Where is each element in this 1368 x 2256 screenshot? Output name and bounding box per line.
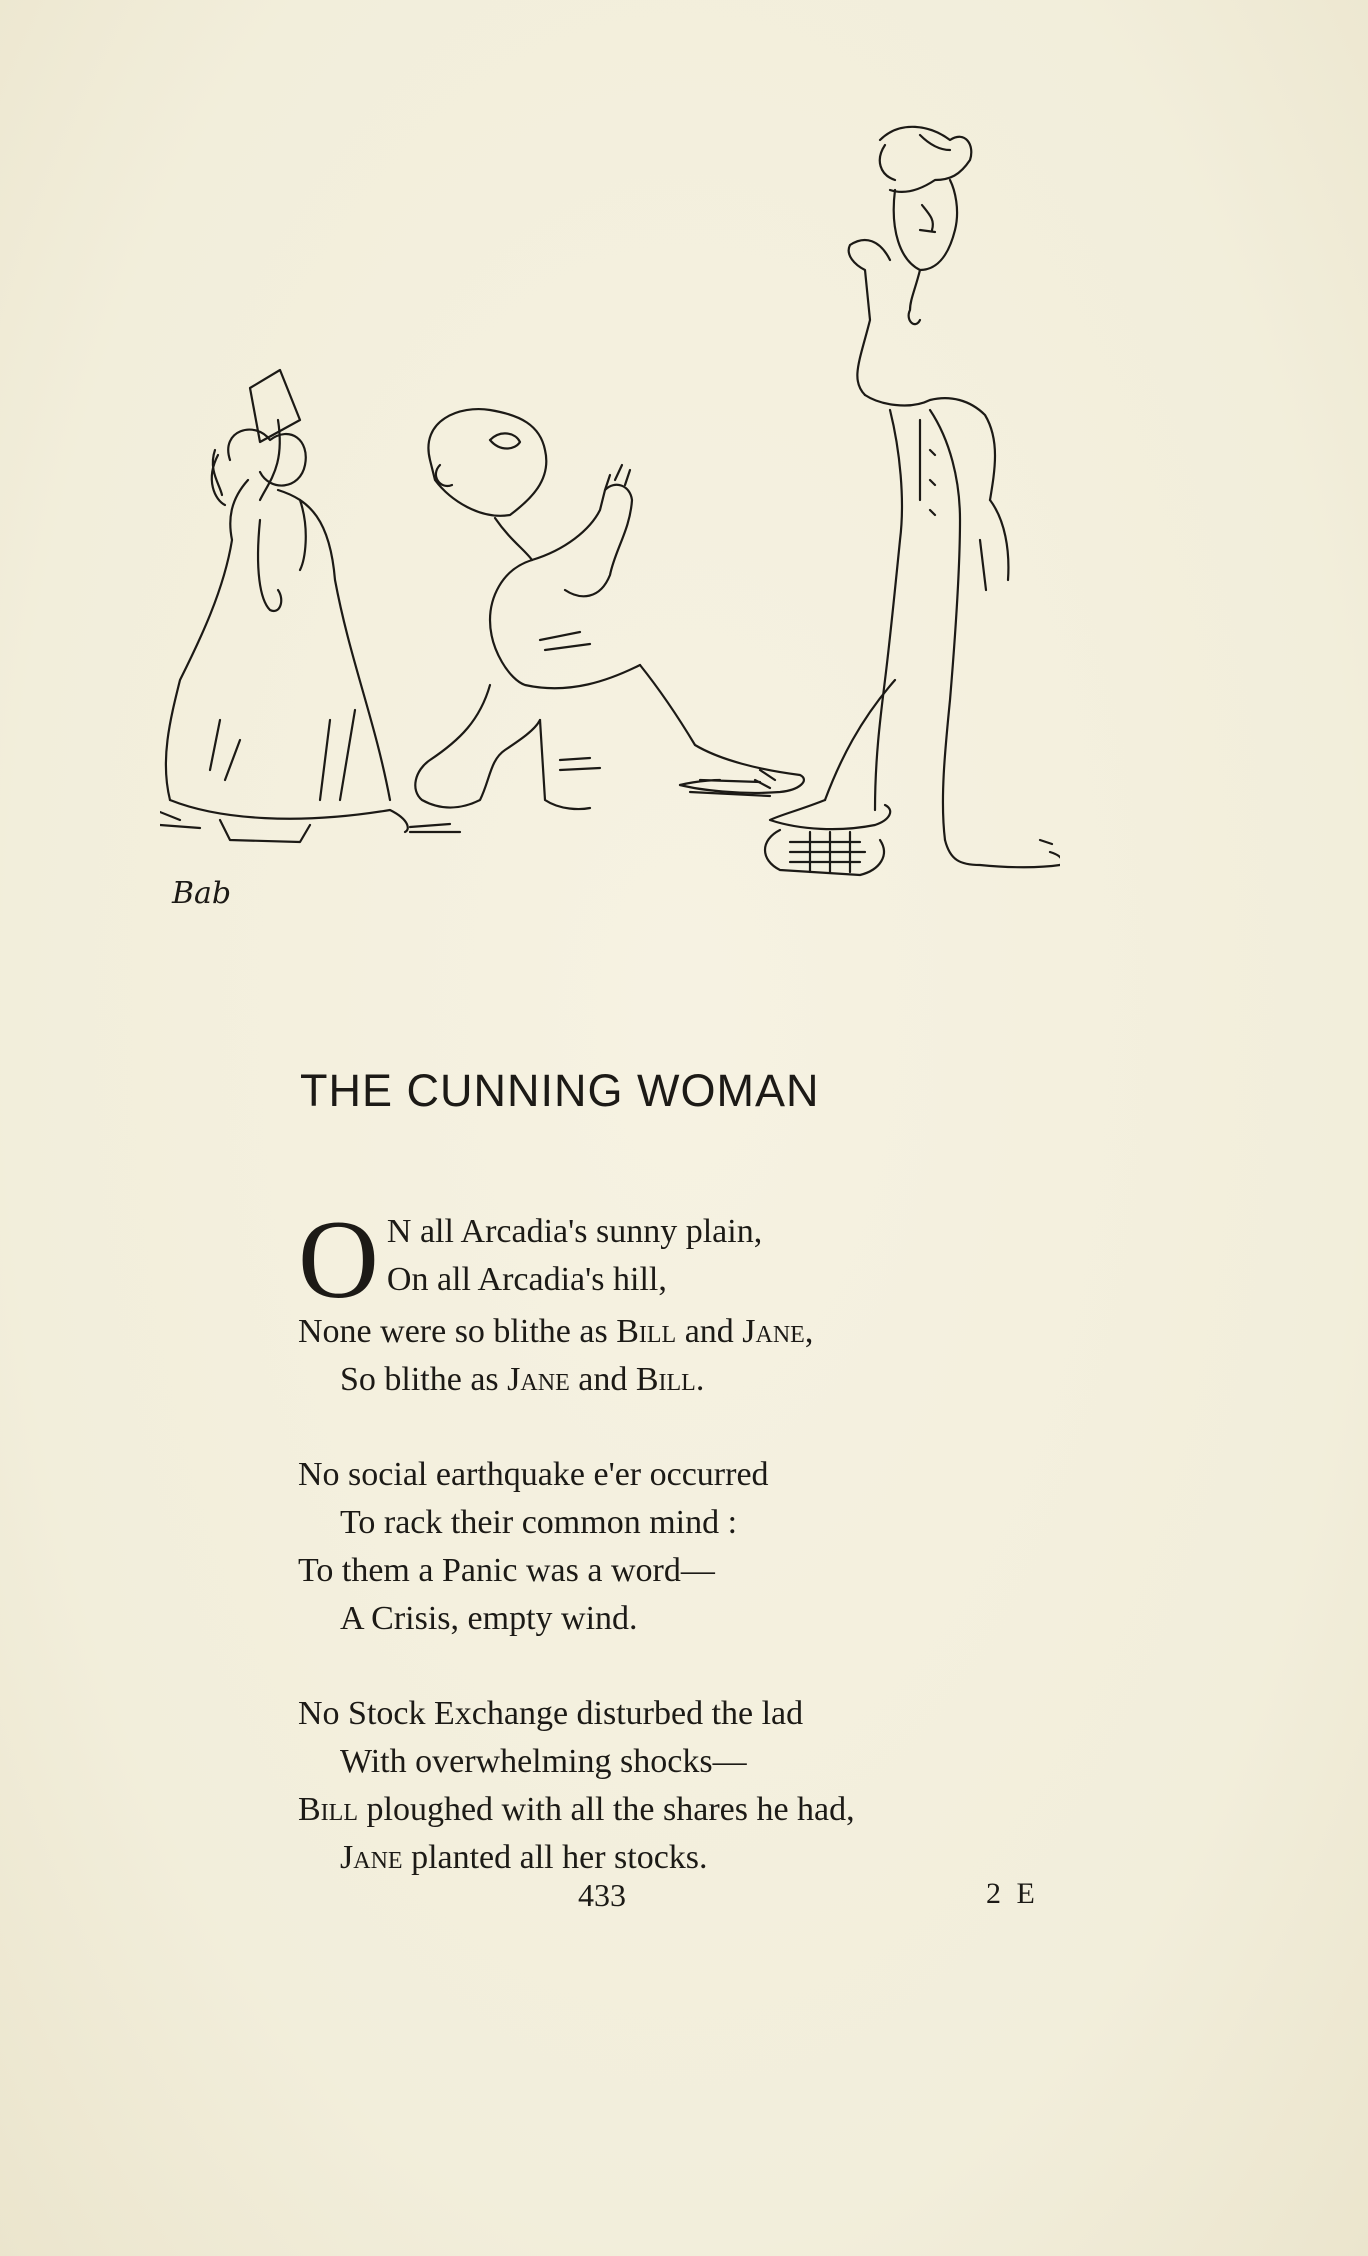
poem-line: N all Arcadia's sunny plain, xyxy=(386,1213,763,1250)
poem-line: To rack their common mind : xyxy=(340,1504,738,1541)
poem-line: Jane planted all her stocks. xyxy=(340,1839,708,1876)
poem-line: To them a Panic was a word— xyxy=(298,1552,715,1589)
artist-signature: Bab xyxy=(172,876,232,911)
standing-dandy-figure xyxy=(755,127,1060,875)
stanza-3 xyxy=(298,1690,1058,1882)
woman-figure xyxy=(160,370,460,842)
stanza-1 xyxy=(298,1198,1058,1404)
poem-line: A Crisis, empty wind. xyxy=(340,1600,638,1637)
printer-signature-mark: 2 E xyxy=(986,1877,1039,1910)
poem-line: Bill ploughed with all the shares he had, xyxy=(298,1791,855,1828)
poem-body xyxy=(298,1198,1058,1929)
poem-line: With overwhelming shocks— xyxy=(340,1743,747,1780)
page-number: 433 xyxy=(578,1877,626,1913)
drop-cap: O xyxy=(298,1198,379,1322)
poem-line: None were so blithe as Bill and Jane, xyxy=(298,1313,814,1350)
poem-line: No social earthquake e'er occurred xyxy=(298,1456,769,1493)
poem-line: No Stock Exchange disturbed the lad xyxy=(298,1695,804,1732)
poem-line: So blithe as Jane and Bill. xyxy=(340,1361,705,1398)
poem-title: THE CUNNING WOMAN xyxy=(300,1065,820,1116)
drawing-three-figures xyxy=(160,120,1060,920)
kneeling-man-figure xyxy=(415,409,804,809)
stanza-2 xyxy=(298,1451,1058,1643)
poem-line: On all Arcadia's hill, xyxy=(386,1261,667,1298)
illustration xyxy=(160,120,1060,920)
